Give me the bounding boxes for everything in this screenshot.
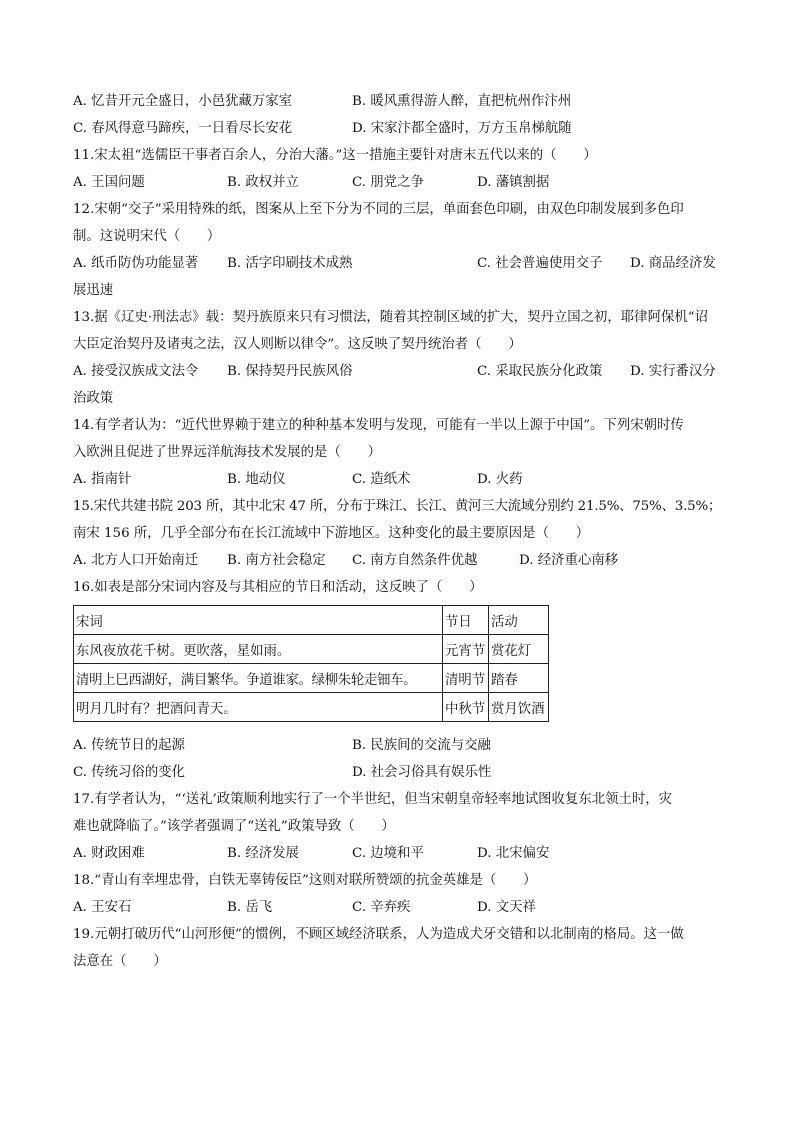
exam-page: [73, 88, 733, 975]
q18-option-d: D. 文天祥: [477, 900, 536, 915]
q17-option-c: C. 边境和平: [352, 846, 424, 861]
q12-option-a: A. 纸币防伪功能显著: [73, 256, 199, 271]
q16-option-a: A. 传统节日的起源: [73, 738, 185, 753]
table-header-activity: 活动: [489, 606, 549, 635]
q13-options: [73, 358, 733, 385]
table-cell-poem: 清明上巳西湖好，满目繁华。争道谁家。绿柳朱轮走钿车。: [74, 664, 443, 693]
q15-option-c: C. 南方自然条件优越: [352, 553, 478, 568]
q14-options: [73, 466, 733, 493]
q17-option-a: A. 财政困难: [73, 846, 145, 861]
q14-option-d: D. 火药: [477, 472, 523, 487]
q13-option-a: A. 接受汉族成文法令: [73, 364, 199, 379]
q11-option-c: C. 朋党之争: [352, 175, 424, 190]
table-header-row: [74, 606, 549, 635]
q13-option-d: D. 实行番汉分: [630, 364, 716, 379]
q14-option-c: C. 造纸术: [352, 472, 411, 487]
table-cell-poem: 东风夜放花千树。更吹落，星如雨。: [74, 635, 443, 664]
q12-option-b: B. 活字印刷技术成熟: [227, 256, 353, 271]
q13-option-d-continued: 治政策: [73, 391, 114, 406]
q18-option-c: C. 辛弃疾: [352, 900, 411, 915]
table-cell-poem: 明月几时有？把酒问青天。: [74, 693, 443, 722]
q10-option-b: B. 暖风熏得游人醉，直把杭州作汴州: [352, 94, 572, 109]
q18-stem: 18.“青山有幸埋忠骨，白铁无辜铸佞臣”这则对联所赞颂的抗金英雄是（ ）: [73, 873, 537, 888]
q15-option-d: D. 经济重心南移: [519, 553, 619, 568]
q14-stem-line-1: 14.有学者认为：“近代世界赖于建立的种种基本发明与发现，可能有一半以上源于中国”。下列宋朝时传: [73, 418, 684, 433]
q19-stem-line-1: 19.元朝打破历代“山河形便”的惯例，不顾区域经济联系，人为造成犬牙交错和以北制南的格局。这一做: [73, 927, 684, 942]
table-cell-activity: 踏春: [489, 664, 549, 693]
q12-stem-line-1: 12.宋朝“交子”采用特殊的纸，图案从上至下分为不同的三层，单面套色印刷，由双色印制发展到多色印: [73, 202, 684, 217]
q18-options: [73, 894, 733, 921]
q11-option-b: B. 政权并立: [227, 175, 299, 190]
q16-option-d: D. 社会习俗具有娱乐性: [352, 765, 492, 780]
q18-option-a: A. 王安石: [73, 900, 132, 915]
q16-options-row-2: [73, 759, 733, 786]
q14-stem-line-2: 入欧洲且促进了世界远洋航海技术发展的是（ ）: [73, 445, 381, 460]
q16-option-c: C. 传统习俗的变化: [73, 765, 186, 780]
q17-option-d: D. 北宋偏安: [477, 846, 550, 861]
q17-stem-line-2: 难也就降临了。”该学者强调了“送礼”政策导致（ ）: [73, 819, 395, 834]
q10-options-row-1: [73, 88, 733, 115]
q14-option-a: A. 指南针: [73, 472, 132, 487]
table-cell-festival: 清明节: [443, 664, 489, 693]
q12-option-d-continued: 展迅速: [73, 283, 114, 298]
q13-option-b: B. 保持契丹民族风俗: [227, 364, 353, 379]
q10-option-d: D. 宋家汴都全盛时，万方玉帛梯航随: [352, 121, 572, 136]
q14-option-b: B. 地动仪: [227, 472, 286, 487]
q12-option-d: D. 商品经济发: [630, 256, 716, 271]
table-cell-festival: 中秋节: [443, 693, 489, 722]
q16-stem: 16.如表是部分宋词内容及与其相应的节日和活动，这反映了（ ）: [73, 580, 483, 595]
q15-stem-line-1: 15.宋代共建书院 203 所，其中北宋 47 所，分布于珠江、长江、黄河三大流域分别约 21.5%、75%、3.5%；: [73, 499, 722, 514]
table-cell-activity: 赏月饮酒: [489, 693, 549, 722]
q12-option-c: C. 社会普遍使用交子: [477, 256, 603, 271]
q15-option-b: B. 南方社会稳定: [227, 553, 326, 568]
q13-option-c: C. 采取民族分化政策: [477, 364, 603, 379]
q12-stem-line-2: 制。这说明宋代（ ）: [73, 229, 221, 244]
q16-option-b: B. 民族间的交流与交融: [352, 738, 491, 753]
q17-options: [73, 840, 733, 867]
q17-stem-line-1: 17.有学者认为，“‘送礼’政策顺利地实行了一个半世纪，但当宋朝皇帝轻率地试图收复东北领土时，灾: [73, 792, 673, 807]
table-row: [74, 664, 549, 693]
q10-options-row-2: [73, 115, 733, 142]
q19-stem-line-2: 法意在（ ）: [73, 954, 167, 969]
table-header-poem: 宋词: [74, 606, 443, 635]
q15-option-a: A. 北方人口开始南迁: [73, 553, 199, 568]
q15-options: [73, 547, 733, 574]
table-cell-festival: 元宵节: [443, 635, 489, 664]
q11-options: [73, 169, 733, 196]
table-header-festival: 节日: [443, 606, 489, 635]
q13-stem-line-2: 大臣定治契丹及诸夷之法，汉人则断以律令”。这反映了契丹统治者（ ）: [73, 337, 522, 352]
q11-option-d: D. 藩镇割据: [477, 175, 550, 190]
q13-stem-line-1: 13.据《辽史·刑法志》载：契丹族原来只有习惯法，随着其控制区域的扩大，契丹立国之初，耶律阿保机“诏: [73, 310, 708, 325]
table-cell-activity: 赏花灯: [489, 635, 549, 664]
q12-options: [73, 250, 733, 277]
q10-option-c: C. 春风得意马蹄疾，一日看尽长安花: [73, 121, 293, 136]
q17-option-b: B. 经济发展: [227, 846, 299, 861]
q11-stem: 11.宋太祖“选儒臣干事者百余人，分治大藩。”这一措施主要针对唐末五代以来的（ ）: [73, 148, 597, 163]
q18-option-b: B. 岳飞: [227, 900, 273, 915]
table-row: [74, 693, 549, 722]
q11-option-a: A. 王国问题: [73, 175, 145, 190]
q16-table: [73, 605, 549, 722]
q15-stem-line-2: 南宋 156 所，几乎全部分布在长江流域中下游地区。这种变化的最主要原因是（ ）: [73, 526, 590, 541]
q16-options-row-1: [73, 732, 733, 759]
q10-option-a: A. 忆昔开元全盛日，小邑犹藏万家室: [73, 94, 293, 109]
q16-table-wrapper: [73, 605, 733, 722]
table-row: [74, 635, 549, 664]
